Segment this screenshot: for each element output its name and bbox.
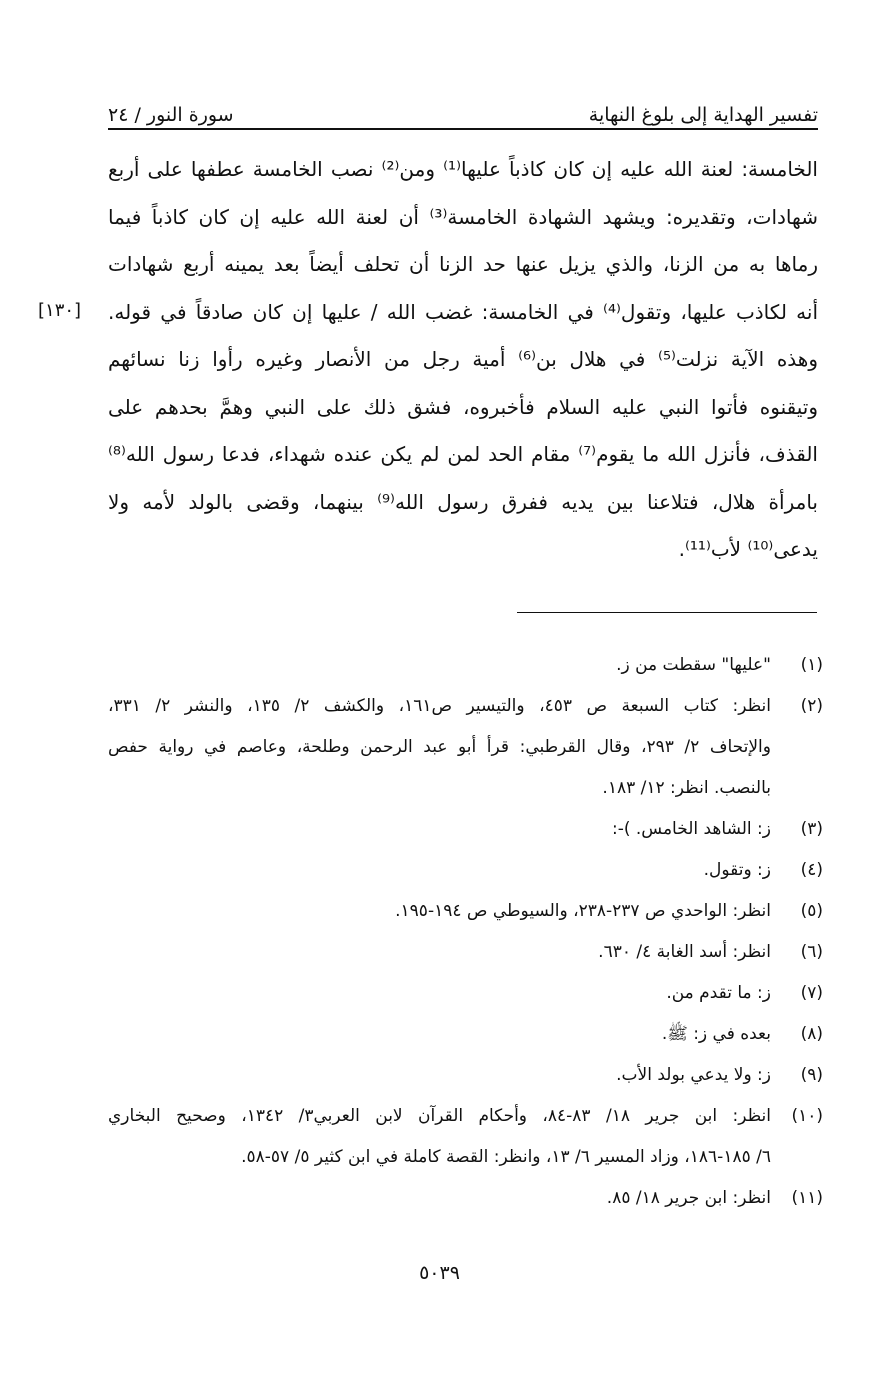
book-title: تفسير الهداية إلى بلوغ النهاية [588, 104, 818, 126]
surah-reference: سورة النور / ٢٤ [108, 104, 234, 126]
footnotes-divider [517, 612, 817, 613]
header-divider [108, 128, 818, 130]
footnote-number: (٩) [800, 1065, 823, 1085]
body-line: الخامسة: لعنة الله عليه إن كان كاذباً عليها⁽¹⁾ ومن⁽²⁾ نصب الخامسة عطفها على أربع [108, 157, 818, 181]
footnote-number: (٥) [800, 901, 823, 921]
footnote-text: ٦/ ١٨٥-١٨٦، وزاد المسير ٦/ ١٣، وانظر: القصة كاملة في ابن كثير ٥/ ٥٧-٥٨. [241, 1147, 771, 1167]
footnote-number: (٨) [800, 1024, 823, 1044]
body-line: أنه لكاذب عليها، وتقول⁽⁴⁾ في الخامسة: غضب الله / عليها إن كان صادقاً في قوله. [108, 299, 818, 324]
footnote-text: انظر: أسد الغابة ٤/ ٦٣٠. [598, 942, 771, 962]
footnote-text: انظر: ابن جرير ١٨/ ٨٥. [606, 1188, 771, 1208]
footnote-text: انظر: ابن جرير ١٨/ ٨٣-٨٤، وأحكام القرآن لابن العربي٣/ ١٣٤٢، وصحيح البخاري [108, 1106, 771, 1126]
footnote-number: (١٠) [791, 1106, 823, 1126]
footnote [108, 686, 823, 809]
footnote [108, 1096, 823, 1178]
footnote-number: (٣) [800, 819, 823, 839]
footnote-number: (١١) [791, 1188, 823, 1208]
footnote-number: (٢) [800, 696, 823, 716]
footnote [108, 1014, 823, 1055]
footnote-number: (٧) [800, 983, 823, 1003]
page-number: ٥٠٣٩ [419, 1262, 460, 1284]
footnote-text: "عليها" سقطت من ز. [616, 655, 771, 675]
footnote-number: (١) [800, 655, 823, 675]
commentary-body [108, 146, 818, 574]
footnote [108, 973, 823, 1014]
footnote-number: (٦) [800, 942, 823, 962]
footnote [108, 1055, 823, 1096]
body-line: وهذه الآية نزلت⁽⁵⁾ في هلال بن⁽⁶⁾ أمية رجل من الأنصار وغيره رأوا زنا نسائهم [108, 347, 818, 371]
footnote-text: ز: ولا يدعي بولد الأب. [616, 1065, 771, 1085]
footnote [108, 850, 823, 891]
footnote-text: ز: ما تقدم من. [666, 983, 771, 1003]
running-header [108, 92, 818, 126]
footnote-text: ز: الشاهد الخامس. )-: [611, 819, 771, 839]
footnote [108, 1178, 823, 1219]
body-line: شهادات، وتقديره: ويشهد الشهادة الخامسة⁽³⁾ أن لعنة الله عليه إن كان كاذباً فيما [108, 204, 818, 229]
footnotes [108, 645, 823, 1219]
footnote-text: انظر: كتاب السبعة ص ٤٥٣، والتيسير ص١٦١، والكشف ٢/ ١٣٥، والنشر ٢/ ٣٣١، [108, 696, 771, 716]
footnote [108, 809, 823, 850]
manuscript-folio-marker: [١٣٠] [38, 300, 82, 321]
body-line: رماها به من الزنا، والذي يزيل عنها حد الزنا أن تحلف أيضاً بعد يمينه أربع شهادات [108, 252, 818, 276]
body-line: بامرأة هلال، فتلاعنا بين يديه ففرق رسول الله⁽⁹⁾ بينهما، وقضى بالولد لأمه ولا [108, 489, 818, 514]
footnote-text: انظر: الواحدي ص ٢٣٧-٢٣٨، والسيوطي ص ١٩٤-١٩٥. [395, 901, 771, 921]
body-line: القذف، فأنزل الله ما يقوم⁽⁷⁾ مقام الحد لمن لم يكن عنده شهداء، فدعا رسول الله⁽⁸⁾ [108, 442, 818, 466]
footnote-text: ز: وتقول. [703, 860, 771, 880]
footnote-text: والإتحاف ٢/ ٢٩٣، وقال القرطبي: قرأ أبو عبد الرحمن وطلحة، وعاصم في رواية حفص [108, 737, 771, 757]
body-line: يدعى⁽¹⁰⁾ لأب⁽¹¹⁾. [678, 537, 818, 561]
footnote-text: بالنصب. انظر: ١٢/ ١٨٣. [602, 778, 771, 798]
footnote [108, 645, 823, 686]
footnote-text: بعده في ز: ﷺ. [661, 1024, 771, 1044]
body-line: وتيقنوه فأتوا النبي عليه السلام فأخبروه، فشق ذلك على النبي وهمَّ بحدهم على [108, 394, 818, 419]
footnote-number: (٤) [800, 860, 823, 880]
footnote [108, 932, 823, 973]
footnote [108, 891, 823, 932]
